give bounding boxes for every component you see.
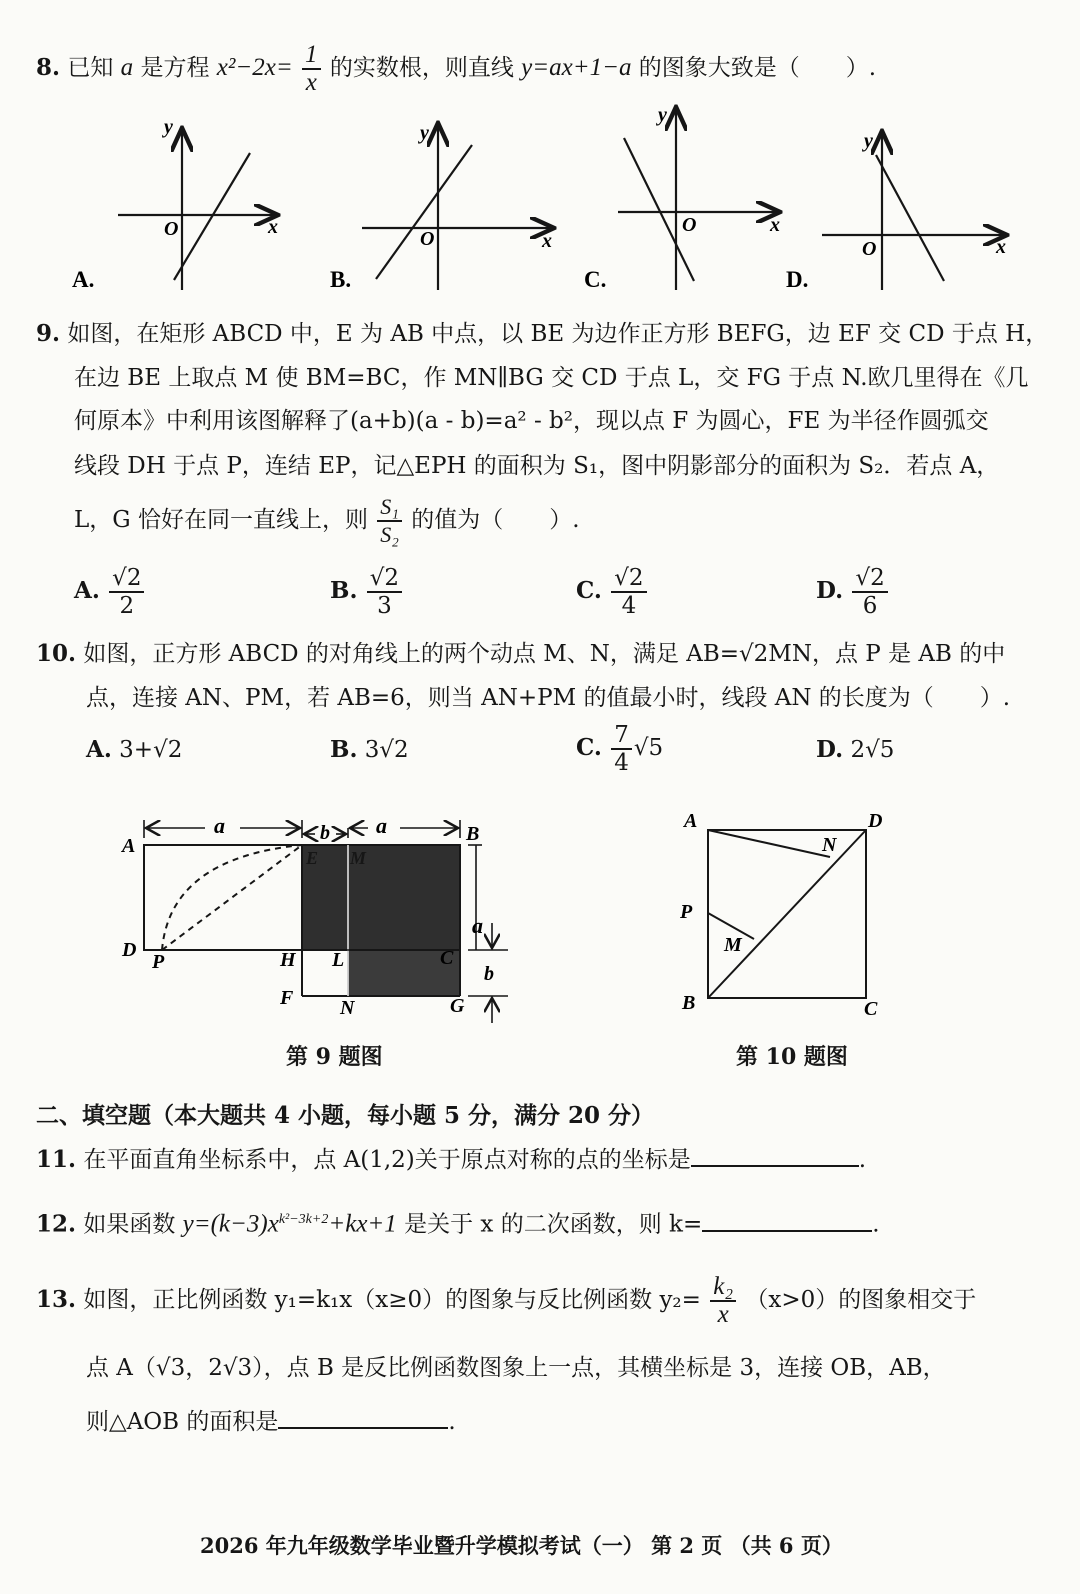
question-9-line-2: 在边 BE 上取点 M 使 BM=BC，作 MN∥BG 交 CD 于点 L，交 FG 于点 N.欧几里得在《几 (74, 365, 1029, 391)
graph-option-b (330, 122, 552, 292)
svg-text:a: a (472, 913, 483, 938)
q9-option-b: B. $\frac{√2}{3}$ (330, 565, 404, 619)
shaded-region-upper (302, 845, 460, 950)
q10-option-c: C. $\frac{7}{4}$ √5 (576, 722, 664, 776)
svg-text:D: D (122, 939, 137, 961)
svg-text:x: x (268, 216, 278, 238)
question-13-line-2: 点 A（√3，2√3），点 B 是反比例函数图象上一点，其横坐标是 3，连接 OB，AB， (86, 1355, 946, 1381)
svg-text:x: x (542, 230, 552, 252)
question-12: 12. 如果函数 $y=(k-3)x^{k^2-3k+2}+kx+1$ 是关于 x 的二次函数，则 k= . (36, 1210, 880, 1238)
q9-option-d: D. $\frac{√2}{6}$ (816, 565, 890, 619)
question-9-line-1: 9. 如图，在矩形 ABCD 中，E 为 AB 中点，以 BE 为边作正方形 BEFG，边 EF 交 CD 于点 H， (36, 320, 1049, 347)
question-10-line-1: 10. 如图，正方形 ABCD 的对角线上的两个动点 M、N，满足 AB=√2MN，点 P 是 AB 的中 (36, 640, 1006, 667)
figure-9 (110, 808, 530, 1033)
ratio-fraction: $\frac{\text{S₁}}{\text{S₂}}$ (377, 494, 402, 548)
svg-text:A.: A. (72, 267, 95, 292)
svg-text:D.: D. (786, 267, 809, 292)
svg-text:C: C (864, 998, 878, 1020)
graph-option-a (72, 116, 278, 292)
svg-text:O: O (164, 218, 179, 240)
svg-text:P: P (680, 901, 693, 923)
svg-text:x: x (996, 236, 1006, 258)
page-footer: 2026 年九年级数学毕业暨升学模拟考试（一） 第 2 页 （共 6 页） (200, 1533, 843, 1558)
graph-option-c (584, 104, 780, 292)
svg-text:L: L (332, 949, 345, 971)
question-10-line-2: 点，连接 AN、PM，若 AB=6，则当 AN+PM 的值最小时，线段 AN 的长度为（ ）. (86, 685, 1011, 711)
question-9-line-3: 何原本》中利用该图解释了(a+b)(a - b)=a² - b²，现以点 F 为圆心，FE 为半径作圆弧交 (74, 408, 989, 434)
svg-text:A: A (122, 835, 136, 857)
question-13-line-3: 则△AOB 的面积是 . (86, 1409, 456, 1435)
section-2-title: 二、填空题（本大题共 4 小题，每小题 5 分，满分 20 分） (36, 1102, 655, 1129)
figure-9-caption: 第 9 题图 (286, 1044, 383, 1070)
svg-text:C: C (440, 947, 454, 969)
svg-text:y: y (164, 116, 173, 138)
svg-text:a: a (376, 813, 387, 838)
svg-text:B: B (682, 992, 696, 1014)
svg-text:O: O (862, 238, 877, 260)
q9-option-c: C. $\frac{√2}{4}$ (576, 565, 649, 619)
q10-option-a: A. 3+√2 (86, 736, 183, 763)
equation-fraction: $\frac{1}{x}$ (302, 42, 321, 96)
svg-text:y: y (420, 122, 429, 144)
question-13-line-1: 13. 如图，正比例函数 y₁=k₁x（x≥0）的图象与反比例函数 y₂= $\frac{\text{k₂}}{x}$ （x>0）的图象相交于 (36, 1273, 977, 1328)
graph-option-d (786, 130, 1006, 292)
figure-10 (670, 805, 900, 1025)
svg-text:M: M (724, 934, 742, 956)
answer-blank[interactable] (702, 1230, 872, 1232)
q10-option-d: D. 2√5 (816, 736, 895, 763)
answer-blank[interactable] (691, 1165, 859, 1167)
svg-text:y: y (658, 104, 667, 126)
question-number: 8. (36, 54, 61, 81)
svg-text:b: b (320, 822, 330, 844)
svg-text:M: M (350, 848, 367, 868)
question-9-line-4: 线段 DH 于点 P，连结 EP，记△EPH 的面积为 S₁，图中阴影部分的面积为 S₂．若点 A， (74, 453, 1000, 479)
svg-text:a: a (214, 813, 225, 838)
svg-text:b: b (484, 963, 494, 985)
svg-text:C.: C. (584, 267, 607, 292)
svg-text:F: F (280, 987, 294, 1009)
figure-10-caption: 第 10 题图 (736, 1044, 848, 1070)
svg-text:E: E (306, 848, 319, 868)
svg-text:x: x (770, 214, 780, 236)
svg-text:G: G (450, 995, 465, 1017)
question-9-line-5: L，G 恰好在同一直线上，则 $\frac{\text{S₁}}{\text{S₂}}$ 的值为（ ）. (74, 494, 580, 547)
svg-text:D: D (868, 810, 883, 832)
svg-text:O: O (682, 214, 697, 236)
svg-text:A: A (684, 810, 698, 832)
svg-text:B.: B. (330, 267, 352, 292)
svg-text:B: B (466, 823, 480, 845)
question-11: 11. 在平面直角坐标系中，点 A(1,2)关于原点对称的点的坐标是 . (36, 1146, 867, 1173)
svg-text:O: O (420, 228, 435, 250)
q10-option-b: B. 3√2 (330, 736, 409, 763)
svg-text:P: P (152, 951, 165, 973)
svg-text:H: H (280, 949, 296, 971)
question-8-graphs (0, 95, 1080, 310)
svg-text:N: N (822, 834, 837, 856)
question-8-stem: 8. 已知 a 是方程 x²−2x= $\frac{1}{x}$ 的实数根，则直线 y=ax+1−a 的图象大致是（ ）. (36, 41, 877, 96)
svg-text:y: y (864, 130, 873, 152)
q9-option-a: A. $\frac{√2}{2}$ (74, 565, 146, 619)
svg-text:N: N (340, 997, 355, 1019)
answer-blank[interactable] (278, 1427, 448, 1429)
